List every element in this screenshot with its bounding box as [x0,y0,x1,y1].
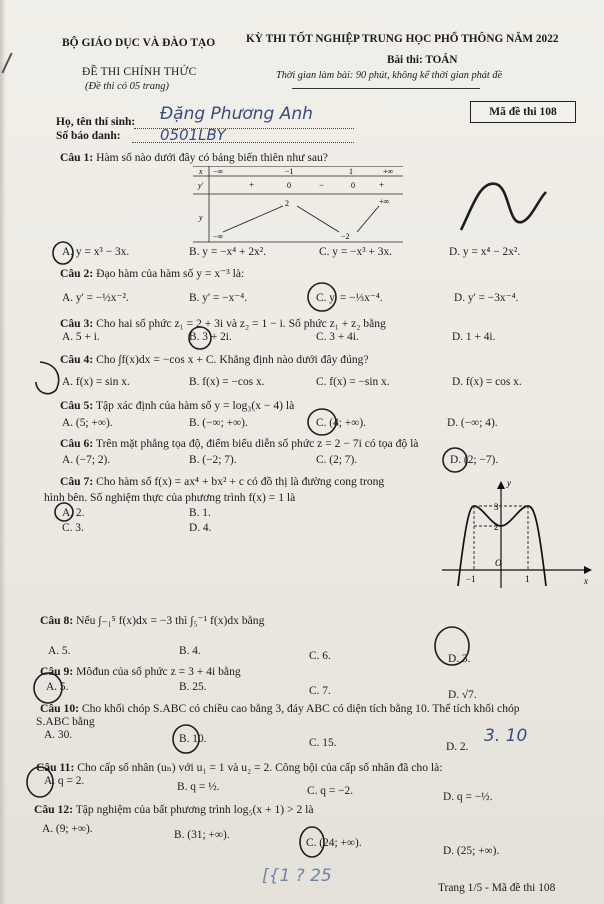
q10-handwritten-note: 3. 10 [484,726,528,746]
q3-circle-mark [189,327,211,349]
q7-option-c[interactable]: C. 3. [62,522,84,534]
table-yp-minus: − [319,180,325,190]
q2-option-d[interactable]: D. y' = −3x⁻⁴. [454,292,519,304]
ministry-name: BỘ GIÁO DỤC VÀ ĐÀO TẠO [62,37,216,49]
q10-text2: S.ABC bằng [36,715,95,728]
q4-label: Câu 4: [60,353,94,366]
table-y-label: y [199,213,203,222]
q2-label: Câu 2: [60,267,94,280]
q8-text: Nếu ∫₋₁⁵ f(x)dx = −3 thì ∫₅⁻¹ f(x)dx bằng [76,614,265,627]
graph-y-label: y [507,478,511,488]
q11-option-d[interactable]: D. q = −½. [443,791,493,803]
page-footer: Trang 1/5 - Mã đề thi 108 [438,882,556,894]
q3-option-d[interactable]: D. 1 + 4i. [452,331,496,343]
q7-label: Câu 7: [60,475,94,488]
table-y-m2: −2 [341,232,350,241]
table-yp-zero1: 0 [287,181,291,190]
q8-option-a[interactable]: A. 5. [48,645,71,657]
q10-option-a[interactable]: A. 30. [44,729,73,741]
q10-option-d[interactable]: D. 2. [446,741,469,753]
q9-option-d[interactable]: D. √7. [448,689,477,701]
q1-text: Hàm số nào dưới đây có bảng biến thiên như sau? [96,151,328,164]
q8-circle-mark [435,627,469,665]
bottom-handwritten-note: [{1 ? 25 [262,866,332,886]
q7-option-d[interactable]: D. 4. [189,522,212,534]
q5-text: Tập xác định của hàm số y = log₃(x − 4) là [95,399,295,412]
q1-circle-mark [53,242,73,264]
candidate-id-label: Số báo danh: [56,130,121,142]
q10-circle-mark [173,725,199,753]
q12-option-a[interactable]: A. (9; +∞). [42,823,93,835]
q12-option-b[interactable]: B. (31; +∞). [174,829,230,841]
q1-option-b[interactable]: B. y = −x⁴ + 2x². [189,246,266,258]
q10-option-b[interactable]: B. 10. [179,733,207,745]
table-yp-plus2: + [379,180,385,190]
graph-origin: O [495,558,502,568]
q9-label: Câu 9: [40,665,74,678]
q3-label: Câu 3: [60,317,94,330]
q1-option-a[interactable]: A. y = x³ − 3x. [62,246,130,258]
q9-circle-mark [34,673,62,703]
q2-option-b[interactable]: B. y' = −x⁻⁴. [189,292,248,304]
q12-label: Câu 12: [34,803,73,816]
table-yp-zero2: 0 [351,181,355,190]
q9-option-c[interactable]: C. 7. [309,685,331,697]
q12-option-c[interactable]: C. (24; +∞). [306,837,362,849]
table-x-label: x [199,167,203,176]
graph-x-label: x [584,576,588,586]
table-x-neg-inf: −∞ [213,167,224,176]
q6-option-b[interactable]: B. (−2; 7). [189,454,237,466]
q11-option-a[interactable]: A. q = 2. [44,775,85,787]
table-y-2: 2 [285,199,289,208]
q9-option-b[interactable]: B. 25. [179,681,207,693]
q4-option-c[interactable]: C. f(x) = −sin x. [316,376,390,388]
table-x-1: 1 [349,167,353,176]
q12-text: Tập nghiệm của bất phương trình log₅(x + 1) > 2 là [75,803,314,816]
q4-option-b[interactable]: B. f(x) = −cos x. [189,376,265,388]
graph-label-3: 3 [494,502,499,512]
q7-text1: Cho hàm số f(x) = ax⁴ + bx² + c có đồ thị là đường cong trong [96,475,385,488]
q6-option-c[interactable]: C. (2; 7). [316,454,358,466]
q8-option-d[interactable]: D. 3. [448,653,471,665]
q5-option-b[interactable]: B. (−∞; +∞). [189,417,248,429]
table-y-neg-inf: −∞ [213,232,224,241]
q6-label: Câu 6: [60,437,94,450]
q7-option-b[interactable]: B. 1. [189,507,211,519]
q2-text: Đạo hàm của hàm số y = x⁻³ là: [96,267,245,280]
q7-circle-mark [55,503,73,521]
exam-title: KỲ THI TỐT NGHIỆP TRUNG HỌC PHỔ THÔNG NĂM 2022 [246,33,559,45]
official-label: ĐỀ THI CHÍNH THỨC [82,66,197,78]
q5-option-c[interactable]: C. (4; +∞). [316,417,366,429]
q5-circle-mark [308,409,336,435]
q3-option-c[interactable]: C. 3 + 4i. [316,331,359,343]
q11-option-c[interactable]: C. q = −2. [307,785,354,797]
graph-label-m1: −1 [466,574,476,584]
graph-label-1: 1 [525,574,530,584]
q4-text: Cho ∫f(x)dx = −cos x + C. Khẳng định nào dưới đây đúng? [96,353,369,366]
q11-circle-mark [27,767,53,797]
exam-code-box: Mã đề thi 108 [470,101,576,123]
q7-option-a[interactable]: A. 2. [62,507,85,519]
q12-circle-mark [300,827,324,857]
q8-label: Câu 8: [40,614,74,627]
q11-label: Câu 11: [36,761,75,774]
candidate-name-label: Họ, tên thí sinh: [56,116,136,128]
table-x-m1: −1 [285,167,294,176]
q2-circle-mark [308,283,336,311]
table-y-pos-inf: +∞ [379,197,390,206]
q4-circle-mark [36,362,59,394]
q12-option-d[interactable]: D. (25; +∞). [443,845,500,857]
q9-text: Môđun của số phức z = 3 + 4i bằng [76,665,241,678]
pages-note: (Đề thi có 05 trang) [85,81,169,92]
q5-option-a[interactable]: A. (5; +∞). [62,417,113,429]
q6-option-a[interactable]: A. (−7; 2). [62,454,111,466]
q11-option-b[interactable]: B. q = ½. [177,781,220,793]
table-x-pos-inf: +∞ [383,167,394,176]
table-yp-plus1: + [249,180,255,190]
q6-circle-mark [443,448,467,472]
q6-text: Trên mặt phẳng tọa độ, điểm biểu diễn số phức z = 2 − 7i có tọa độ là [95,437,419,450]
q3-option-b[interactable]: B. 3 + 2i. [189,331,232,343]
q1-label: Câu 1: [60,151,94,164]
candidate-id-value: 0501LBY [160,126,226,144]
q2-option-a[interactable]: A. y' = −½x⁻². [62,292,129,304]
q8-option-b[interactable]: B. 4. [179,645,201,657]
graph-label-2: 2 [494,522,499,532]
q1-option-d[interactable]: D. y = x⁴ − 2x². [449,246,521,258]
table-yp-label: y' [198,181,204,190]
q6-option-d[interactable]: D. (2; −7). [450,454,499,466]
q4-option-d[interactable]: D. f(x) = cos x. [452,376,522,388]
candidate-name-value: Đặng Phương Anh [160,104,313,124]
q8-option-c[interactable]: C. 6. [309,650,331,662]
q7-text2: hình bên. Số nghiệm thực của phương trình f(x) = 1 là [44,491,296,504]
q3-option-a[interactable]: A. 5 + i. [62,331,100,343]
q10-label: Câu 10: [40,702,79,715]
subject-label: Bài thi: TOÁN [387,54,458,66]
q9-option-a[interactable]: A. 5. [46,681,69,693]
exam-time: Thời gian làm bài: 90 phút, không kể thời gian phát đề [276,70,503,81]
q4-option-a[interactable]: A. f(x) = sin x. [62,376,130,388]
q10-option-c[interactable]: C. 15. [309,737,337,749]
q1-option-c[interactable]: C. y = −x³ + 3x. [319,246,392,258]
q2-option-c[interactable]: C. y' = −⅓x⁻⁴. [316,292,383,304]
q10-text1: Cho khối chóp S.ABC có chiều cao bằng 3, đáy ABC có diện tích bằng 10. Thể tích khối chóp [81,702,520,715]
q5-option-d[interactable]: D. (−∞; 4). [447,417,498,429]
q5-label: Câu 5: [60,399,94,412]
q3-text: Cho hai số phức z₁ = 2 + 3i và z₂ = 1 − i. Số phức z₁ + z₂ bằng [96,317,386,330]
q11-text: Cho cấp số nhân (uₙ) với u₁ = 1 và u₂ = 2. Công bội của cấp số nhân đã cho là: [77,761,443,774]
